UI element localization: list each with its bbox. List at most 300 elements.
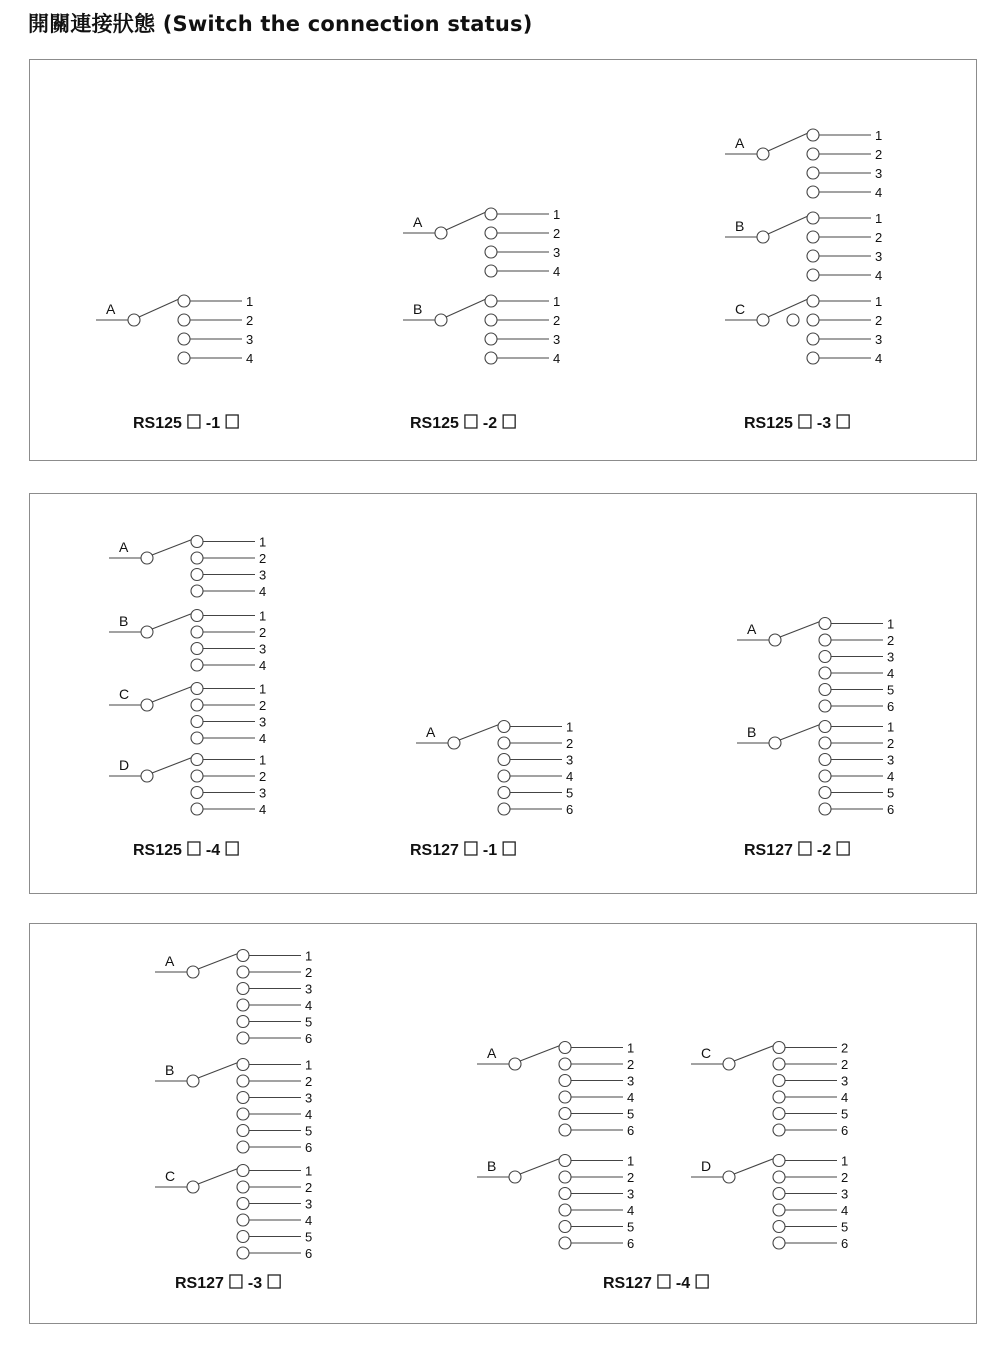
option-box xyxy=(503,842,515,855)
terminal-label: 4 xyxy=(553,264,561,279)
pole-label: D xyxy=(701,1158,712,1174)
terminal-contact xyxy=(237,966,249,978)
terminal-label: 5 xyxy=(305,1229,313,1245)
terminal-label: 4 xyxy=(627,1090,635,1105)
option-box xyxy=(226,842,238,855)
terminal-label: 2 xyxy=(627,1057,635,1072)
terminal-contact xyxy=(819,700,831,712)
terminal-contact xyxy=(237,1016,249,1028)
option-box xyxy=(230,1275,242,1288)
terminal-label: 3 xyxy=(259,785,267,801)
terminal-label: 1 xyxy=(627,1153,635,1169)
contact-arm xyxy=(459,725,499,741)
terminal-contact xyxy=(191,716,203,728)
terminal-label: 3 xyxy=(875,249,883,264)
terminal-contact xyxy=(237,1032,249,1044)
switch-pole-c xyxy=(691,1041,848,1139)
terminal-contact xyxy=(773,1091,785,1103)
terminal-label: 3 xyxy=(841,1186,849,1202)
terminal-contact xyxy=(773,1108,785,1120)
switch-pole-b xyxy=(155,1058,312,1156)
switch-diagram-3 xyxy=(725,128,882,432)
terminal-contact xyxy=(237,1181,249,1193)
terminal-contact xyxy=(559,1042,571,1054)
terminal-label: 5 xyxy=(305,1014,313,1030)
model-label xyxy=(744,842,849,859)
idle-contact xyxy=(787,314,799,326)
option-box xyxy=(465,842,477,855)
terminal-label: 4 xyxy=(259,584,267,599)
contact-arm xyxy=(446,299,486,317)
switch-pole-d xyxy=(691,1154,848,1252)
terminal-contact xyxy=(178,333,190,345)
terminal-label: 2 xyxy=(305,1074,313,1089)
terminal-contact xyxy=(807,167,819,179)
option-box xyxy=(188,842,200,855)
option-box xyxy=(837,415,849,428)
terminal-label: 4 xyxy=(627,1203,635,1218)
terminal-label: 2 xyxy=(887,633,895,648)
terminal-label: 2 xyxy=(841,1170,849,1185)
terminal-contact xyxy=(819,787,831,799)
terminal-label: 5 xyxy=(627,1219,635,1235)
terminal-label: 6 xyxy=(305,1246,313,1261)
model-suffix: -1 xyxy=(205,415,221,432)
terminal-label: 2 xyxy=(305,965,313,980)
switch-pole-a xyxy=(416,720,573,818)
option-box xyxy=(658,1275,670,1288)
terminal-label: 4 xyxy=(875,351,883,366)
terminal-contact xyxy=(819,770,831,782)
terminal-contact xyxy=(191,803,203,815)
terminal-label: 5 xyxy=(841,1219,849,1235)
option-box xyxy=(226,415,238,428)
terminal-contact xyxy=(191,626,203,638)
terminal-contact xyxy=(773,1058,785,1070)
terminal-contact xyxy=(237,1075,249,1087)
terminal-contact xyxy=(807,129,819,141)
terminal-label: 4 xyxy=(841,1203,849,1218)
terminal-contact xyxy=(807,231,819,243)
pole-label: C xyxy=(735,301,746,317)
terminal-contact xyxy=(807,250,819,262)
common-terminal xyxy=(723,1171,735,1183)
model-series: RS127 xyxy=(744,842,793,859)
terminal-label: 2 xyxy=(841,1057,849,1072)
model-label xyxy=(133,415,238,432)
terminal-contact xyxy=(559,1171,571,1183)
terminal-contact xyxy=(498,721,510,733)
terminal-label: 2 xyxy=(553,226,561,241)
model-series: RS127 xyxy=(603,1275,652,1292)
common-terminal xyxy=(141,552,153,564)
terminal-contact xyxy=(191,569,203,581)
option-box xyxy=(268,1275,280,1288)
terminal-contact xyxy=(237,1141,249,1153)
terminal-label: 2 xyxy=(875,230,883,245)
terminal-contact xyxy=(559,1237,571,1249)
terminal-contact xyxy=(237,1247,249,1259)
terminal-label: 3 xyxy=(259,567,267,583)
contact-arm xyxy=(520,1159,560,1175)
pole-label: A xyxy=(735,135,745,151)
terminal-label: 2 xyxy=(259,769,267,784)
terminal-label: 6 xyxy=(305,1031,313,1046)
terminal-contact xyxy=(559,1221,571,1233)
model-series: RS125 xyxy=(133,842,182,859)
terminal-label: 4 xyxy=(305,1107,313,1122)
switch-pole-a xyxy=(737,617,894,715)
switch-pole-c xyxy=(725,294,882,366)
model-label xyxy=(410,415,515,432)
terminal-contact xyxy=(559,1091,571,1103)
terminal-contact xyxy=(498,787,510,799)
contact-arm xyxy=(768,133,808,151)
common-terminal xyxy=(187,966,199,978)
terminal-label: 4 xyxy=(305,998,313,1013)
terminal-label: 3 xyxy=(841,1073,849,1089)
contact-arm xyxy=(446,212,486,230)
model-suffix: -2 xyxy=(816,842,832,859)
terminal-label: 2 xyxy=(627,1170,635,1185)
terminal-label: 1 xyxy=(875,128,883,143)
terminal-contact xyxy=(807,186,819,198)
terminal-label: 1 xyxy=(566,719,574,735)
terminal-contact xyxy=(237,1125,249,1137)
terminal-contact xyxy=(498,803,510,815)
terminal-label: 6 xyxy=(566,802,574,817)
terminal-contact xyxy=(773,1124,785,1136)
model-label xyxy=(175,1275,280,1292)
page-title: 開關連接狀態 (Switch the connection status) xyxy=(28,12,533,36)
terminal-label: 3 xyxy=(305,1196,313,1212)
model-suffix: -1 xyxy=(482,842,498,859)
option-box xyxy=(837,842,849,855)
terminal-contact xyxy=(559,1075,571,1087)
terminal-contact xyxy=(819,754,831,766)
common-terminal xyxy=(757,314,769,326)
terminal-contact xyxy=(485,227,497,239)
terminal-label: 6 xyxy=(887,802,895,817)
terminal-label: 2 xyxy=(875,313,883,328)
terminal-contact xyxy=(498,770,510,782)
common-terminal xyxy=(141,626,153,638)
switch-pole-a xyxy=(403,207,560,279)
terminal-contact xyxy=(237,983,249,995)
terminal-label: 3 xyxy=(305,981,313,997)
terminal-label: 1 xyxy=(259,681,267,697)
switch-pole-a xyxy=(477,1041,634,1139)
terminal-label: 3 xyxy=(553,332,561,347)
contact-arm xyxy=(152,540,192,556)
terminal-label: 5 xyxy=(841,1106,849,1122)
switch-diagram-8 xyxy=(477,1041,848,1293)
model-label xyxy=(410,842,515,859)
pole-label: C xyxy=(165,1168,176,1184)
common-terminal xyxy=(141,770,153,782)
terminal-contact xyxy=(191,585,203,597)
terminal-label: 5 xyxy=(566,785,574,801)
terminal-contact xyxy=(485,352,497,364)
switch-diagram-5 xyxy=(410,720,573,860)
terminal-label: 2 xyxy=(259,551,267,566)
terminal-label: 2 xyxy=(566,736,574,751)
terminal-contact xyxy=(485,333,497,345)
terminal-label: 2 xyxy=(259,625,267,640)
common-terminal xyxy=(435,314,447,326)
pole-label: B xyxy=(413,301,423,317)
terminal-contact xyxy=(807,295,819,307)
terminal-contact xyxy=(819,667,831,679)
terminal-contact xyxy=(819,634,831,646)
model-series: RS125 xyxy=(133,415,182,432)
terminal-label: 3 xyxy=(566,752,574,768)
terminal-contact xyxy=(485,295,497,307)
terminal-contact xyxy=(773,1204,785,1216)
terminal-label: 4 xyxy=(887,666,895,681)
terminal-label: 2 xyxy=(305,1180,313,1195)
model-suffix: -4 xyxy=(675,1275,691,1292)
terminal-label: 3 xyxy=(246,332,254,347)
contact-arm xyxy=(152,614,192,630)
terminal-label: 4 xyxy=(259,658,267,673)
pole-label: B xyxy=(165,1062,175,1078)
common-terminal xyxy=(128,314,140,326)
terminal-contact xyxy=(191,610,203,622)
terminal-contact xyxy=(807,269,819,281)
common-terminal xyxy=(509,1171,521,1183)
terminal-label: 6 xyxy=(887,699,895,714)
terminal-contact xyxy=(559,1155,571,1167)
terminal-contact xyxy=(237,1108,249,1120)
contact-arm xyxy=(139,299,179,317)
terminal-label: 5 xyxy=(627,1106,635,1122)
terminal-contact xyxy=(237,1231,249,1243)
pole-label: A xyxy=(426,724,436,740)
terminal-contact xyxy=(485,265,497,277)
switch-pole-a xyxy=(155,949,312,1047)
switch-pole-b xyxy=(403,294,560,366)
model-series: RS125 xyxy=(410,415,459,432)
option-box xyxy=(188,415,200,428)
terminal-contact xyxy=(191,732,203,744)
model-label xyxy=(744,415,849,432)
terminal-label: 6 xyxy=(627,1123,635,1138)
switch-pole-b xyxy=(109,609,266,674)
terminal-label: 1 xyxy=(553,294,561,309)
terminal-label: 5 xyxy=(305,1123,313,1139)
terminal-contact xyxy=(237,950,249,962)
switch-pole-c xyxy=(155,1164,312,1262)
option-box xyxy=(503,415,515,428)
terminal-label: 2 xyxy=(841,1040,849,1056)
pole-label: A xyxy=(747,621,757,637)
pole-label: B xyxy=(735,218,745,234)
common-terminal xyxy=(448,737,460,749)
model-series: RS127 xyxy=(175,1275,224,1292)
pole-label: C xyxy=(701,1045,712,1061)
terminal-label: 3 xyxy=(259,641,267,657)
common-terminal xyxy=(141,699,153,711)
terminal-contact xyxy=(559,1124,571,1136)
terminal-label: 2 xyxy=(553,313,561,328)
terminal-label: 4 xyxy=(246,351,254,366)
terminal-label: 2 xyxy=(875,147,883,162)
terminal-contact xyxy=(819,651,831,663)
terminal-contact xyxy=(191,754,203,766)
terminal-label: 4 xyxy=(553,351,561,366)
terminal-label: 6 xyxy=(305,1140,313,1155)
terminal-contact xyxy=(191,683,203,695)
switch-diagram-2 xyxy=(403,207,560,432)
common-terminal xyxy=(187,1075,199,1087)
terminal-contact xyxy=(485,314,497,326)
terminal-label: 3 xyxy=(887,649,895,665)
terminal-label: 1 xyxy=(259,752,267,768)
common-terminal xyxy=(769,634,781,646)
terminal-contact xyxy=(178,352,190,364)
terminal-contact xyxy=(237,1165,249,1177)
model-series: RS127 xyxy=(410,842,459,859)
terminal-contact xyxy=(237,1059,249,1071)
terminal-label: 4 xyxy=(305,1213,313,1228)
terminal-contact xyxy=(178,295,190,307)
switch-pole-c xyxy=(109,682,266,747)
terminal-contact xyxy=(237,1092,249,1104)
common-terminal xyxy=(723,1058,735,1070)
contact-arm xyxy=(198,1063,238,1079)
terminal-contact xyxy=(559,1204,571,1216)
contact-arm xyxy=(152,687,192,703)
terminal-contact xyxy=(819,721,831,733)
model-suffix: -2 xyxy=(482,415,498,432)
terminal-contact xyxy=(237,1198,249,1210)
common-terminal xyxy=(757,148,769,160)
terminal-label: 4 xyxy=(259,802,267,817)
terminal-label: 1 xyxy=(887,719,895,735)
terminal-label: 4 xyxy=(887,769,895,784)
terminal-label: 1 xyxy=(305,1057,313,1073)
pole-label: B xyxy=(119,613,129,629)
option-box xyxy=(799,415,811,428)
terminal-contact xyxy=(559,1188,571,1200)
terminal-contact xyxy=(773,1221,785,1233)
terminal-contact xyxy=(178,314,190,326)
contact-arm xyxy=(780,725,820,741)
common-terminal xyxy=(769,737,781,749)
terminal-label: 1 xyxy=(841,1153,849,1169)
option-box xyxy=(799,842,811,855)
model-suffix: -4 xyxy=(205,842,221,859)
terminal-contact xyxy=(191,787,203,799)
pole-label: C xyxy=(119,686,130,702)
switch-pole-b xyxy=(477,1154,634,1252)
terminal-contact xyxy=(191,552,203,564)
contact-arm xyxy=(520,1046,560,1062)
terminal-contact xyxy=(191,643,203,655)
terminal-contact xyxy=(773,1075,785,1087)
terminal-label: 5 xyxy=(887,682,895,698)
terminal-label: 1 xyxy=(259,534,267,550)
terminal-contact xyxy=(773,1042,785,1054)
switch-diagram-1 xyxy=(96,294,253,432)
terminal-contact xyxy=(807,333,819,345)
pole-label: B xyxy=(747,724,757,740)
contact-arm xyxy=(780,622,820,638)
terminal-contact xyxy=(191,699,203,711)
pole-label: A xyxy=(165,953,175,969)
terminal-contact xyxy=(819,618,831,630)
terminal-label: 3 xyxy=(627,1073,635,1089)
terminal-contact xyxy=(807,148,819,160)
contact-arm xyxy=(734,1159,774,1175)
terminal-label: 3 xyxy=(875,332,883,347)
terminal-label: 4 xyxy=(841,1090,849,1105)
switch-diagram-6 xyxy=(737,617,894,860)
terminal-contact xyxy=(559,1058,571,1070)
switch-diagram-7 xyxy=(155,949,312,1293)
terminal-contact xyxy=(773,1155,785,1167)
pole-label: D xyxy=(119,757,130,773)
pole-label: A xyxy=(119,539,129,555)
terminal-label: 2 xyxy=(259,698,267,713)
terminal-contact xyxy=(773,1237,785,1249)
switch-pole-b xyxy=(725,211,882,283)
option-box xyxy=(696,1275,708,1288)
switch-pole-d xyxy=(109,753,266,818)
switch-pole-a xyxy=(96,294,253,366)
terminal-contact xyxy=(559,1108,571,1120)
terminal-contact xyxy=(807,352,819,364)
switch-diagram-4 xyxy=(109,535,266,860)
common-terminal xyxy=(757,231,769,243)
terminal-label: 1 xyxy=(305,948,313,964)
contact-arm xyxy=(768,216,808,234)
terminal-label: 2 xyxy=(246,313,254,328)
pole-label: B xyxy=(487,1158,497,1174)
switch-pole-b xyxy=(737,720,894,818)
terminal-label: 1 xyxy=(553,207,561,222)
terminal-contact xyxy=(819,684,831,696)
pole-label: A xyxy=(413,214,423,230)
model-label xyxy=(133,842,238,859)
contact-arm xyxy=(198,954,238,970)
terminal-label: 3 xyxy=(875,166,883,181)
model-label xyxy=(603,1275,708,1292)
contact-arm xyxy=(152,758,192,774)
common-terminal xyxy=(509,1058,521,1070)
common-terminal xyxy=(435,227,447,239)
terminal-contact xyxy=(485,246,497,258)
terminal-label: 4 xyxy=(875,185,883,200)
terminal-label: 6 xyxy=(841,1123,849,1138)
contact-arm xyxy=(198,1169,238,1185)
option-box xyxy=(465,415,477,428)
terminal-label: 4 xyxy=(259,731,267,746)
terminal-label: 1 xyxy=(627,1040,635,1056)
terminal-label: 1 xyxy=(259,608,267,624)
terminal-label: 1 xyxy=(887,616,895,632)
terminal-label: 2 xyxy=(887,736,895,751)
terminal-contact xyxy=(819,803,831,815)
pole-label: A xyxy=(106,301,116,317)
terminal-label: 3 xyxy=(553,245,561,260)
terminal-label: 1 xyxy=(875,294,883,309)
terminal-contact xyxy=(819,737,831,749)
terminal-contact xyxy=(807,314,819,326)
terminal-label: 3 xyxy=(627,1186,635,1202)
terminal-contact xyxy=(773,1188,785,1200)
